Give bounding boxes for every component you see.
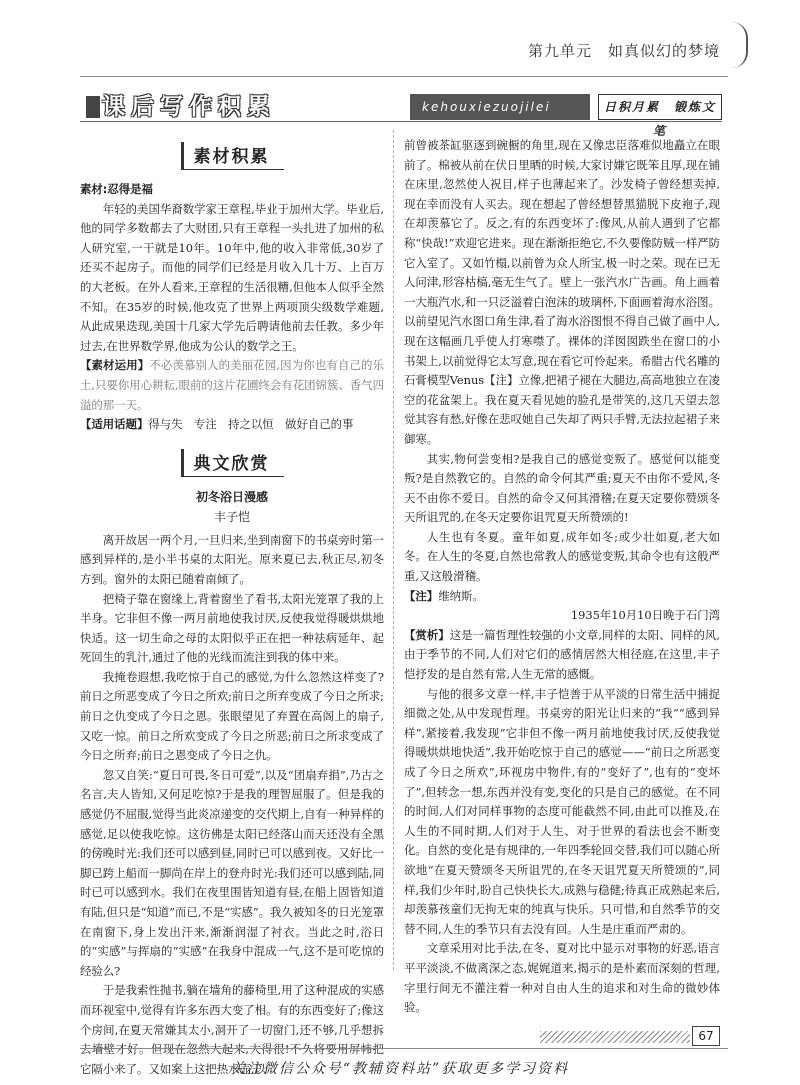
appreciation-section-heading	[80, 449, 384, 477]
column-divider	[393, 130, 394, 970]
note-label: 【注】	[404, 588, 439, 603]
article-title: 初冬浴日漫感	[195, 489, 268, 504]
banner-rule	[80, 121, 722, 122]
topic-label: 【适用话题】	[80, 417, 149, 432]
article-paragraph: 离开故居一两个月,一旦归来,坐到南窗下的书桌旁时第一感到异样的,是小半书桌的太阳光。原来夏已去,秋正尽,初冬方到。窗外的太阳已随着南倾了。	[80, 532, 384, 586]
right-column	[404, 136, 720, 1018]
analysis-text: 这是一篇哲理性较强的小文章,同样的太阳、同样的风,由于季节的不同,人们对它们的感情居然大相径庭,在这里,丰子恺抒发的是自然有常,人生无常的感慨。	[404, 627, 720, 682]
article-paragraph: 把椅子靠在窗缘上,背着窗坐了看书,太阳光笼罩了我的上半身。它非但不像一两月前地使我讨厌,反使我觉得暖烘烘地快适。这一切生命之母的太阳似乎正在把一种祛病延年、起死回生的乳汁,通过了他的光线而流注到我的体中来。	[80, 591, 384, 665]
material-heading-text: 素材积累	[181, 142, 284, 170]
article-paragraph: 我掩卷遐想,我吃惊于自己的感觉,为什么忽然这样变了?前日之所恶变成了今日之所欢;前日之所弃变成了今日之所求;前日之仇变成了今日之恩。张眼望见了弃置在高阁上的扇子,又吃一惊。前日之所欢变成了今日之所恶;前日之所求变成了今日之所弃;前日之恩变成了今日之仇。	[80, 669, 384, 763]
analysis-paragraph: 与他的很多文章一样,丰子恺善于从平淡的日常生活中捕捉细微之处,从中发现哲理。书桌旁的阳光让归来的“我”“感到异样”,紧接着,我发现“它非但不像一两月前地使我讨厌,反使我觉得暖烘烘地快适”,我开始吃惊于自己的感觉——“前日之所恶变成了今日之所欢”,环视房中物件,有的“变好了”,也有的“变坏了”,但转念一想,东西并没有变,变化的只是自己的感觉。在不同的时间,人们对同样事物的态度可能截然不同,由此可以推及,在人生的不同时期,人们对于人生、对于世界的看法也会不断变化。自然的变化是有规律的,一年四季轮回交替,我们可以随心所欲地“在夏天赞颂冬天所诅咒的,在冬天诅咒夏天所赞颂的”,同样,我们少年时,盼自己快快长大,成熟与稳健;待真正成熟起来后,却羡慕孩童们无拘无束的纯真与快乐。只可惜,和自然季节的交替不同,人生的季节只有去没有回。人生是庄重而严肃的。	[404, 686, 720, 936]
article-date: 1935年10月10日晚于石门湾	[570, 608, 720, 623]
material-body: 年轻的美国华裔数学家王章程,毕业于加州大学。毕业后,他的同学多数都去了大财团,只有王章程一头扎进了加州的私人研究室,一干就是10年。10年中,他的收入非常低,30岁了还买不起房子。而他的同学们已经是月收入几十万、上百万的大老板。在外人看来,王章程的生活很糟,但他本人似乎全然不知。在35岁的时候,他攻克了世界上两项顶尖级数学难题,从此成果迭现,美国十几家大学先后聘请他前去任教。多少年过去,在世界数学界,他成为公认的数学之王。	[80, 201, 384, 353]
article-note	[404, 587, 720, 607]
usage-text: 不必羡慕别人的美丽花园,因为你也有自己的乐土,只要你用心耕耘,眼前的这片花圃终会有花团锦簇、香气四溢的那一天。	[80, 358, 384, 412]
analysis-paragraph	[404, 626, 720, 685]
analysis-paragraph: 文章采用对比手法,在冬、夏对比中显示对事物的好恶,语言平平淡淡,不做离深之态,娓娓道来,揭示的是朴素而深刻的哲理,字里行间无不灌注着一种对自由人生的追求和对生命的微妙体验。	[404, 941, 720, 1015]
note-text: 维纳斯。	[438, 588, 484, 603]
usage-label: 【素材运用】	[80, 358, 150, 373]
article-paragraph: 于是我索性抛书,躺在墙角的藤椅里,用了这种混成的实感而环视室中,觉得有许多东西大变了相。有的东西变好了;像这个房间,在夏天常嫌其太小,洞开了一切窗门,还不够,几乎想拆去墙壁才好。但现在忽然大起来,大得很!不久将要用屏帏把它隔小来了。又如案上这把热水壶,以	[80, 983, 384, 1076]
article-paragraph: 忽又自笑:“夏日可畏,冬日可爱”,以及“团扇弃捐”,乃古之名言,夫人皆知,又何足吃惊?于是我的理智屈服了。但是我的感觉仍不屈服,觉得当此炎凉递变的交代期上,自有一种异样的感觉,足以使我吃惊。这彷佛是太阳已经落山而天还没有全黑的傍晚时光:我们还可以感到昼,同时已可以感到夜。又好比一脚已跨上船而一脚尚在岸上的登舟时光:我们还可以感到陆,同时已可以感到水。我们在夜里围皆知道有昼,在船上固皆知道有陆,但只是“知道”而已,不是“实感”。我久被知冬的日光笼罩在南窗下,身上发出汗来,渐渐润湿了衬衣。当此之时,浴日的“实感”与挥扇的“实感”在我身中混成一气,这不是可吃惊的经验么?	[80, 767, 384, 978]
page-number: 67	[692, 1026, 720, 1046]
article-paragraph: 其实,物何尝变相?是我自己的感觉变叛了。感觉何以能变叛?是自然教它的。自然的命令何其严重;夏天不由你不爱风,冬天不由你不爱日。自然的命令又何其滑稽;在夏天定要你赞颂冬天所诅咒的,在冬天定要你诅咒夏天所赞颂的!	[404, 451, 720, 525]
unit-title: 第九单元 如真似幻的梦境	[527, 42, 720, 60]
banner-motto: 日积月累 锻炼文笔	[598, 94, 722, 120]
article-paragraph: 前曾被茶缸驱逐到碗橱的角里,现在又像忠臣落难似地矗立在眼前了。棉被从前在伏日里晒的时候,大家讨嫌它既笨且厚,现在铺在床里,忽然使人祝目,样子也薄起来了。沙发椅子曾经想卖掉,现在幸而没有人买去。现在想起了曾经想替黑猫脱下皮袍子,现在却羡慕它了。反之,有的东西变坏了:像风,从前人遇到了它都称“快哉!”欢迎它进来。现在渐渐拒绝它,不久要像防贼一样严防它入室了。又如竹榻,以前曾为众人所宝,极一时之荣。现在已无人问津,形容枯槁,毫无生气了。壁上一张汽水广告画。角上画着一大瓶汽水,和一只泛溢着白泡沫的玻璃杯,下面画着海水浴图。以前望见汽水图口角生津,看了海水浴图恨不得自己做了画中人,现在这幅画几乎使人打寒噤了。裸体的洋囡囡跌坐在窗口的小书架上,以前觉得它太写意,现在看它可怜起来。希腊古代名雕的石膏模型Venus【注】立像,把裙子褪在大腿边,高高地独立在凌空的花盆架上。我在夏天看见她的脸孔是带笑的,这几天望去忽觉其容有愁,好像在悲叹她自己失却了两只手臂,无法拉起裙子来御寒。	[404, 138, 721, 446]
article-author: 丰子恺	[213, 509, 250, 524]
material-usage	[80, 356, 384, 415]
material-title: 素材:忍得是福	[80, 182, 153, 196]
article-paragraph: 人生也有冬夏。童年如夏,成年如冬;或少壮如夏,老大如冬。在人生的冬夏,自然也常教人的感觉变叛,其命令也有这般严重,又这般滑稽。	[404, 529, 720, 584]
section-banner	[80, 92, 722, 138]
left-column	[80, 136, 384, 1079]
footer-note: 关注微信公众号“教辅资料站”获取更多学习资料	[230, 1061, 570, 1077]
analysis-label: 【赏析】	[404, 627, 450, 642]
material-section-heading	[80, 142, 384, 170]
material-topic	[80, 415, 384, 435]
topic-text: 得与失 专注 持之以恒 做好自己的事	[148, 417, 354, 432]
footer-hatch-decoration	[540, 1031, 690, 1043]
banner-pinyin: kehouxiezuojilei	[410, 94, 590, 120]
footer-rule	[80, 1048, 728, 1049]
banner-title: 课后写作积累	[102, 94, 276, 120]
appreciation-heading-text: 典文欣赏	[181, 449, 284, 477]
header-curve-decoration	[732, 22, 748, 68]
header-rule	[80, 76, 728, 77]
